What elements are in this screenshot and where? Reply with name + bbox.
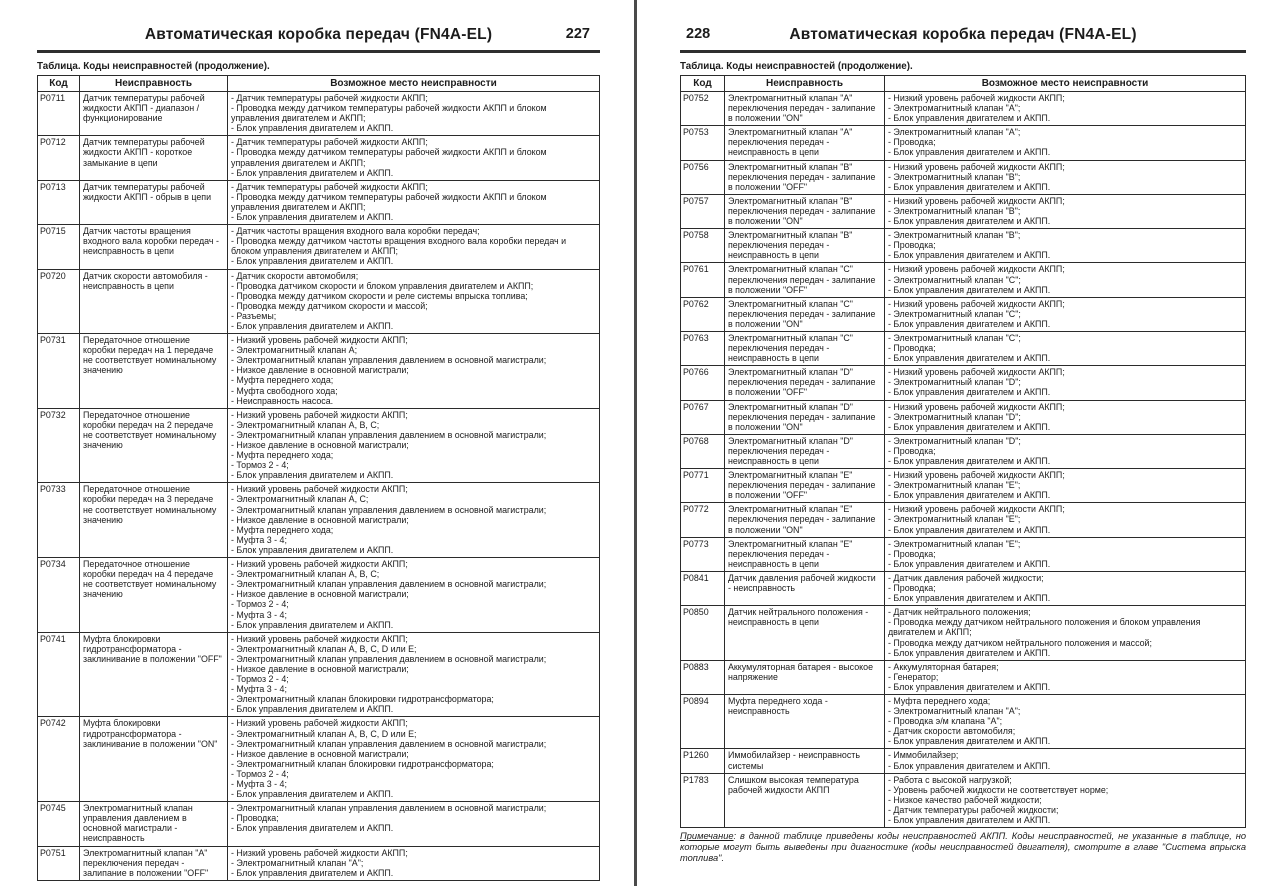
location-line: - Муфта 3 - 4; — [231, 779, 287, 789]
fault-cell: Электромагнитный клапан "D" переключения передач - залипание в положении "OFF" — [725, 366, 885, 400]
location-line: - Блок управления двигателем и АКПП. — [888, 216, 1051, 227]
location-line: - Электромагнитный клапан управления давлением в основной магистрали; — [231, 429, 547, 440]
table-row — [38, 408, 600, 483]
location-line: - Электромагнитный клапан "В"; — [888, 230, 1021, 241]
location-line: - Проводка; — [888, 240, 936, 251]
location-line: - Электромагнитный клапан А, С; — [231, 494, 369, 505]
fault-cell: Электромагнитный клапан "D" переключения передач - неисправность в цепи — [725, 434, 885, 468]
location-line: - Электромагнитный клапан управления давлением в основной магистрали; — [231, 653, 547, 664]
locations-cell — [885, 263, 1246, 297]
location-line: - Блок управления двигателем и АКПП. — [888, 490, 1051, 501]
location-line: - Блок управления двигателем и АКПП. — [231, 256, 394, 267]
locations-cell — [885, 606, 1246, 660]
code-cell: P0768 — [681, 434, 725, 468]
locations-cell — [885, 773, 1246, 827]
table-row — [681, 160, 1246, 194]
location-line: - Электромагнитный клапан "А"; — [888, 127, 1021, 138]
location-line: - Низкий уровень рабочей жидкости АКПП; — [231, 335, 408, 346]
fault-cell: Передаточное отношение коробки передач на 2 передаче не соответствует номинальному значению — [80, 408, 228, 483]
footnote-label: Примечание — [680, 831, 734, 842]
location-line: - Проводка; — [231, 813, 279, 824]
location-line: - Проводка; — [888, 343, 936, 354]
location-line: - Датчик температуры рабочей жидкости; — [888, 804, 1059, 815]
location-line: - Электромагнитный клапан "А"; — [231, 857, 364, 868]
fault-cell: Электромагнитный клапан "С" переключения передач - залипание в положении "OFF" — [725, 263, 885, 297]
location-line: - Блок управления двигателем и АКПП. — [231, 544, 394, 555]
locations-cell — [885, 434, 1246, 468]
fault-cell: Электромагнитный клапан "В" переключения передач - залипание в положении "ON" — [725, 194, 885, 228]
code-cell: P0757 — [681, 194, 725, 228]
location-line: - Блок управления двигателем и АКПП. — [231, 320, 394, 331]
location-line: - Блок управления двигателем и АКПП. — [231, 123, 394, 134]
locations-cell — [885, 331, 1246, 365]
location-line: - Низкое давление в основной магистрали; — [231, 663, 409, 674]
locations-cell — [885, 571, 1246, 605]
location-line: - Электромагнитный клапан управления давлением в основной магистрали; — [231, 738, 547, 749]
location-line: - Тормоз 2 - 4; — [231, 768, 289, 779]
table-caption: Таблица. Коды неисправностей (продолжение). — [37, 61, 270, 72]
location-line: - Электромагнитный клапан "С"; — [888, 332, 1021, 343]
location-line: - Датчик давления рабочей жидкости; — [888, 572, 1044, 583]
code-cell: P0731 — [38, 334, 80, 409]
location-line: - Электромагнитный клапан "А"; — [888, 706, 1021, 717]
code-cell: P0850 — [681, 606, 725, 660]
fault-cell: Электромагнитный клапан "А" переключения передач - неисправность в цепи — [725, 126, 885, 160]
table-row — [681, 503, 1246, 537]
code-cell: P0894 — [681, 694, 725, 748]
location-line: - Блок управления двигателем и АКПП. — [231, 212, 394, 223]
table-row — [38, 483, 600, 558]
locations-cell — [228, 136, 600, 180]
location-line: - Электромагнитный клапан А, В, С; — [231, 569, 380, 580]
locations-cell — [885, 503, 1246, 537]
location-line: - Блок управления двигателем и АКПП. — [888, 250, 1051, 261]
fault-cell: Аккумуляторная батарея - высокое напряжение — [725, 660, 885, 694]
location-line: - Низкий уровень рабочей жидкости АКПП; — [231, 718, 408, 729]
location-line: - Электромагнитный клапан "В"; — [888, 171, 1021, 182]
fault-cell: Датчик скорости автомобиля - неисправность в цепи — [80, 269, 228, 334]
code-cell: P0761 — [681, 263, 725, 297]
location-line: - Низкий уровень рабочей жидкости АКПП; — [888, 367, 1065, 378]
table-row — [681, 773, 1246, 827]
location-line: - Электромагнитный клапан А; — [231, 345, 358, 356]
location-line: - Муфта 3 - 4; — [231, 684, 287, 695]
locations-cell — [228, 483, 600, 558]
location-line: - Низкий уровень рабочей жидкости АКПП; — [888, 504, 1065, 515]
location-line: - Блок управления двигателем и АКПП. — [888, 815, 1051, 825]
location-line: - Электромагнитный клапан блокировки гидротрансформатора; — [231, 694, 494, 705]
table-row — [38, 136, 600, 180]
locations-cell — [885, 694, 1246, 748]
code-cell: P0772 — [681, 503, 725, 537]
location-line: - Проводка между датчиком нейтрального положения и блоком управления двигателем и АКПП; — [888, 617, 1201, 638]
code-cell: P0742 — [38, 717, 80, 802]
code-cell: P0711 — [38, 92, 80, 136]
code-cell: P0715 — [38, 225, 80, 269]
column-header: Возможное место неисправности — [228, 76, 600, 92]
location-line: - Датчик скорости автомобиля; — [231, 270, 359, 281]
location-line: - Низкий уровень рабочей жидкости АКПП; — [888, 470, 1065, 481]
location-line: - Электромагнитный клапан "С"; — [888, 274, 1021, 285]
page-title: Автоматическая коробка передач (FN4A-EL) — [789, 26, 1137, 43]
code-cell: P0763 — [681, 331, 725, 365]
location-line: - Блок управления двигателем и АКПП. — [888, 353, 1051, 364]
column-header: Неисправность — [80, 76, 228, 92]
location-line: - Проводка между датчиком частоты вращения входного вала коробки передач и блоком управления двигателем и АКПП; — [231, 236, 567, 257]
location-line: - Низкое давление в основной магистрали; — [231, 514, 409, 525]
location-line: - Низкий уровень рабочей жидкости АКПП; — [888, 161, 1065, 172]
locations-cell — [228, 558, 600, 633]
location-line: - Электромагнитный клапан "D"; — [888, 435, 1021, 446]
table-row — [38, 802, 600, 846]
table-row — [681, 469, 1246, 503]
fault-cell: Передаточное отношение коробки передач на 4 передаче не соответствует номинальному значению — [80, 558, 228, 633]
page-title: Автоматическая коробка передач (FN4A-EL) — [144, 26, 493, 43]
location-line: - Проводка; — [888, 548, 936, 559]
table-row — [38, 846, 600, 880]
location-line: - Блок управления двигателем и АКПП. — [888, 421, 1051, 432]
location-line: - Датчик температуры рабочей жидкости АКПП; — [231, 181, 428, 192]
locations-cell — [228, 717, 600, 802]
location-line: - Низкое давление в основной магистрали; — [231, 440, 409, 450]
fault-cell: Датчик температуры рабочей жидкости АКПП - обрыв в цепи — [80, 180, 228, 224]
code-cell: P0745 — [38, 802, 80, 846]
fault-cell: Электромагнитный клапан "Е" переключения передач - залипание в положении "ON" — [725, 503, 885, 537]
location-line: - Блок управления двигателем и АКПП. — [888, 387, 1051, 398]
table-row — [681, 749, 1246, 773]
location-line: - Блок управления двигателем и АКПП. — [888, 647, 1051, 658]
locations-cell — [885, 126, 1246, 160]
location-line: - Проводка; — [888, 137, 936, 148]
code-cell: P1783 — [681, 773, 725, 827]
locations-cell — [228, 269, 600, 334]
location-line: - Блок управления двигателем и АКПП. — [231, 704, 394, 715]
table-row — [681, 606, 1246, 660]
code-cell: P0766 — [681, 366, 725, 400]
code-cell: P0841 — [681, 571, 725, 605]
location-line: - Блок управления двигателем и АКПП. — [888, 284, 1051, 295]
fault-cell: Электромагнитный клапан "С" переключения передач - неисправность в цепи — [725, 331, 885, 365]
column-header: Код — [681, 76, 725, 92]
locations-cell — [885, 537, 1246, 571]
location-line: - Низкое качество рабочей жидкости; — [888, 794, 1042, 805]
fault-cell: Электромагнитный клапан "В" переключения передач - неисправность в цепи — [725, 229, 885, 263]
location-line: - Проводка между датчиком скорости и массой; — [231, 300, 428, 311]
location-line: - Электромагнитный клапан "А"; — [888, 103, 1021, 114]
location-line: - Иммобилайзер; — [888, 750, 959, 761]
table-row — [681, 434, 1246, 468]
code-cell: P0751 — [38, 846, 80, 880]
location-line: - Муфта переднего хода; — [888, 695, 991, 706]
table-row — [38, 558, 600, 633]
location-line: - Блок управления двигателем и АКПП. — [888, 181, 1051, 192]
code-cell: P0732 — [38, 408, 80, 483]
location-line: - Низкое давление в основной магистрали; — [231, 748, 409, 759]
table-row — [681, 229, 1246, 263]
location-line: - Блок управления двигателем и АКПП. — [231, 470, 394, 481]
location-line: - Электромагнитный клапан "D"; — [888, 377, 1021, 388]
location-line: - Электромагнитный клапан А, В, С, D или Е; — [231, 643, 417, 654]
column-header: Возможное место неисправности — [885, 76, 1246, 92]
location-line: - Электромагнитный клапан "Е"; — [888, 480, 1021, 491]
location-line: - Электромагнитный клапан блокировки гидротрансформатора; — [231, 758, 494, 769]
fault-cell: Электромагнитный клапан "В" переключения передач - залипание в положении "OFF" — [725, 160, 885, 194]
location-line: - Муфта свободного хода; — [231, 385, 338, 396]
location-line: - Низкий уровень рабочей жидкости АКПП; — [231, 559, 408, 570]
code-cell: P0762 — [681, 297, 725, 331]
code-cell: P1260 — [681, 749, 725, 773]
fault-cell: Муфта блокировки гидротрансформатора - заклинивание в положении "ON" — [80, 717, 228, 802]
fault-cell: Электромагнитный клапан "А" переключения передач - залипание в положении "ON" — [725, 92, 885, 126]
location-line: - Низкий уровень рабочей жидкости АКПП; — [231, 484, 408, 495]
location-line: - Электромагнитный клапан управления давлением в основной магистрали; — [231, 355, 547, 366]
locations-cell — [228, 846, 600, 880]
location-line: - Блок управления двигателем и АКПП. — [888, 760, 1051, 771]
location-line: - Блок управления двигателем и АКПП. — [888, 147, 1051, 158]
location-line: - Датчик нейтрального положения; — [888, 607, 1031, 618]
table-row — [38, 180, 600, 224]
location-line: - Электромагнитный клапан "В"; — [888, 205, 1021, 216]
fault-cell: Муфта переднего хода - неисправность — [725, 694, 885, 748]
table-row — [681, 400, 1246, 434]
location-line: - Муфта переднего хода; — [231, 450, 334, 461]
locations-cell — [885, 194, 1246, 228]
code-cell: P0756 — [681, 160, 725, 194]
location-line: - Проводка датчиком скорости и блоком управления двигателем и АКПП; — [231, 280, 534, 291]
location-line: - Электромагнитный клапан "D"; — [888, 411, 1021, 422]
location-line: - Блок управления двигателем и АКПП. — [888, 456, 1051, 466]
fault-cell: Электромагнитный клапан "А" переключения передач - залипание в положении "OFF" — [80, 846, 228, 880]
location-line: - Электромагнитный клапан управления давлением в основной магистрали; — [231, 579, 547, 590]
footnote — [680, 831, 1246, 863]
location-line: - Проводка; — [888, 583, 936, 594]
page-228 — [637, 0, 1270, 886]
code-cell: P0758 — [681, 229, 725, 263]
location-line: - Тормоз 2 - 4; — [231, 460, 289, 471]
fault-cell: Передаточное отношение коробки передач на 1 передаче не соответствует номинальному значению — [80, 334, 228, 409]
page-header — [37, 26, 600, 53]
location-line: - Электромагнитный клапан управления давлением в основной магистрали; — [231, 803, 547, 814]
table-row — [681, 331, 1246, 365]
location-line: - Блок управления двигателем и АКПП. — [888, 593, 1051, 604]
location-line: - Низкий уровень рабочей жидкости АКПП; — [888, 298, 1065, 309]
location-line: - Низкий уровень рабочей жидкости АКПП; — [231, 409, 408, 420]
location-line: - Генератор; — [888, 671, 939, 682]
location-line: - Низкий уровень рабочей жидкости АКПП; — [888, 195, 1065, 206]
code-cell: P0712 — [38, 136, 80, 180]
code-cell: P0713 — [38, 180, 80, 224]
fault-cell: Электромагнитный клапан "С" переключения передач - залипание в положении "ON" — [725, 297, 885, 331]
fault-cell: Муфта блокировки гидротрансформатора - заклинивание в положении "OFF" — [80, 632, 228, 717]
fault-cell: Слишком высокая температура рабочей жидкости АКПП — [725, 773, 885, 827]
code-cell: P0753 — [681, 126, 725, 160]
locations-cell — [228, 632, 600, 717]
table-row — [681, 126, 1246, 160]
code-cell: P0883 — [681, 660, 725, 694]
location-line: - Работа с высокой нагрузкой; — [888, 774, 1012, 785]
location-line: - Муфта 3 - 4; — [231, 609, 287, 620]
location-line: - Электромагнитный клапан управления давлением в основной магистрали; — [231, 504, 547, 515]
table-caption: Таблица. Коды неисправностей (продолжение). — [680, 61, 913, 72]
column-header: Код — [38, 76, 80, 92]
locations-cell — [885, 229, 1246, 263]
location-line: - Электромагнитный клапан "С"; — [888, 308, 1021, 319]
table-row — [681, 263, 1246, 297]
table-header-row — [38, 76, 600, 92]
code-cell: P0767 — [681, 400, 725, 434]
location-line: - Низкий уровень рабочей жидкости АКПП; — [888, 264, 1065, 275]
location-line: - Низкий уровень рабочей жидкости АКПП; — [888, 401, 1065, 412]
table-row — [681, 537, 1246, 571]
location-line: - Блок управления двигателем и АКПП. — [231, 823, 394, 834]
table-row — [38, 717, 600, 802]
locations-cell — [228, 802, 600, 846]
locations-cell — [885, 660, 1246, 694]
locations-cell — [885, 469, 1246, 503]
location-line: - Проводка между датчиком скорости и реле системы впрыска топлива; — [231, 290, 528, 301]
location-line: - Уровень рабочей жидкости не соответствует норме; — [888, 784, 1109, 795]
fault-cell: Электромагнитный клапан управления давлением в основной магистрали - неисправность — [80, 802, 228, 846]
location-line: - Датчик температуры рабочей жидкости АКПП; — [231, 93, 428, 103]
locations-cell — [885, 160, 1246, 194]
location-line: - Низкий уровень рабочей жидкости АКПП; — [231, 633, 408, 644]
location-line: - Блок управления двигателем и АКПП. — [231, 167, 394, 178]
page-header — [680, 26, 1246, 53]
location-line: - Электромагнитный клапан А, В, С, D или Е; — [231, 728, 417, 739]
table-row — [681, 660, 1246, 694]
code-cell: P0720 — [38, 269, 80, 334]
locations-cell — [885, 366, 1246, 400]
page-number: 228 — [686, 26, 711, 42]
location-line: - Низкое давление в основной магистрали; — [231, 365, 409, 376]
fault-cell: Иммобилайзер - неисправность системы — [725, 749, 885, 773]
code-cell: P0752 — [681, 92, 725, 126]
fault-cell: Электромагнитный клапан "Е" переключения передач - неисправность в цепи — [725, 537, 885, 571]
code-cell: P0741 — [38, 632, 80, 717]
locations-cell — [228, 408, 600, 483]
location-line: - Аккумуляторная батарея; — [888, 661, 999, 672]
location-line: - Датчик температуры рабочей жидкости АКПП; — [231, 137, 428, 148]
location-line: - Тормоз 2 - 4; — [231, 599, 289, 610]
location-line: - Блок управления двигателем и АКПП. — [231, 619, 394, 630]
locations-cell — [885, 400, 1246, 434]
location-line: - Блок управления двигателем и АКПП. — [888, 113, 1051, 124]
code-cell: P0773 — [681, 537, 725, 571]
table-row — [38, 92, 600, 136]
location-line: - Блок управления двигателем и АКПП. — [231, 789, 394, 800]
location-line: - Неисправность насоса. — [231, 395, 334, 406]
locations-cell — [885, 297, 1246, 331]
location-line: - Датчик скорости автомобиля; — [888, 726, 1016, 737]
location-line: - Блок управления двигателем и АКПП. — [888, 558, 1051, 569]
locations-cell — [228, 92, 600, 136]
location-line: - Разъемы; — [231, 310, 277, 321]
locations-cell — [885, 92, 1246, 126]
table-row — [681, 92, 1246, 126]
locations-cell — [228, 180, 600, 224]
locations-cell — [228, 334, 600, 409]
fault-cell: Датчик температуры рабочей жидкости АКПП - короткое замыкание в цепи — [80, 136, 228, 180]
table-row — [38, 225, 600, 269]
location-line: - Электромагнитный клапан "Е"; — [888, 514, 1021, 525]
locations-cell — [228, 225, 600, 269]
fault-cell: Датчик давления рабочей жидкости - неисправность — [725, 571, 885, 605]
location-line: - Датчик частоты вращения входного вала коробки передач; — [231, 226, 480, 237]
location-line: - Проводка; — [888, 445, 936, 456]
location-line: - Муфта 3 - 4; — [231, 534, 287, 545]
location-line: - Блок управления двигателем и АКПП. — [888, 681, 1051, 692]
table-row — [38, 269, 600, 334]
code-cell: P0734 — [38, 558, 80, 633]
fault-cell: Электромагнитный клапан "Е" переключения передач - залипание в положении "OFF" — [725, 469, 885, 503]
fault-cell: Передаточное отношение коробки передач на 3 передаче не соответствует номинальному значению — [80, 483, 228, 558]
table-row — [681, 366, 1246, 400]
location-line: - Блок управления двигателем и АКПП. — [888, 524, 1051, 535]
column-header: Неисправность — [725, 76, 885, 92]
location-line: - Проводка между датчиком нейтрального положения и массой; — [888, 637, 1152, 648]
footnote-text: : в данной таблице приведены коды неисправностей АКПП. Коды неисправностей, не указанные в таблице, но которые могут быть выведены при диагностике (коды неисправностей двигателя), смотрите в главе "Система впрыска топлива". — [680, 831, 1246, 863]
location-line: - Низкий уровень рабочей жидкости АКПП; — [231, 847, 408, 858]
code-cell: P0733 — [38, 483, 80, 558]
location-line: - Блок управления двигателем и АКПП. — [888, 736, 1051, 747]
table-row — [681, 297, 1246, 331]
location-line: - Низкий уровень рабочей жидкости АКПП; — [888, 93, 1065, 103]
location-line: - Муфта переднего хода; — [231, 524, 334, 535]
code-cell: P0771 — [681, 469, 725, 503]
fault-cell: Датчик температуры рабочей жидкости АКПП - диапазон / функционирование — [80, 92, 228, 136]
table-row — [681, 194, 1246, 228]
location-line: - Проводка между датчиком температуры рабочей жидкости АКПП и блоком управления двигателем и АКПП; — [231, 147, 547, 168]
page-227 — [0, 0, 634, 886]
location-line: - Блок управления двигателем и АКПП. — [888, 318, 1051, 329]
fault-cell: Датчик частоты вращения входного вала коробки передач - неисправность в цепи — [80, 225, 228, 269]
page-number: 227 — [565, 26, 590, 42]
location-line: - Блок управления двигателем и АКПП. — [231, 867, 394, 878]
location-line: - Тормоз 2 - 4; — [231, 674, 289, 685]
table-row — [38, 632, 600, 717]
location-line: - Проводка между датчиком температуры рабочей жидкости АКПП и блоком управления двигателем и АКПП; — [231, 103, 547, 124]
locations-cell — [885, 749, 1246, 773]
table-header-row — [681, 76, 1246, 92]
location-line: - Электромагнитный клапан "Е"; — [888, 538, 1021, 549]
location-line: - Электромагнитный клапан А, В, С; — [231, 419, 380, 430]
table-row — [38, 334, 600, 409]
location-line: - Низкое давление в основной магистрали; — [231, 589, 409, 600]
location-line: - Муфта переднего хода; — [231, 375, 334, 386]
fault-cell: Электромагнитный клапан "D" переключения передач - залипание в положении "ON" — [725, 400, 885, 434]
fault-cell: Датчик нейтрального положения - неисправность в цепи — [725, 606, 885, 660]
fault-code-table — [680, 75, 1246, 828]
table-row — [681, 571, 1246, 605]
table-row — [681, 694, 1246, 748]
location-line: - Проводка э/м клапана "А"; — [888, 716, 1003, 727]
location-line: - Проводка между датчиком температуры рабочей жидкости АКПП и блоком управления двигателем и АКПП; — [231, 191, 547, 212]
fault-code-table — [37, 75, 600, 881]
